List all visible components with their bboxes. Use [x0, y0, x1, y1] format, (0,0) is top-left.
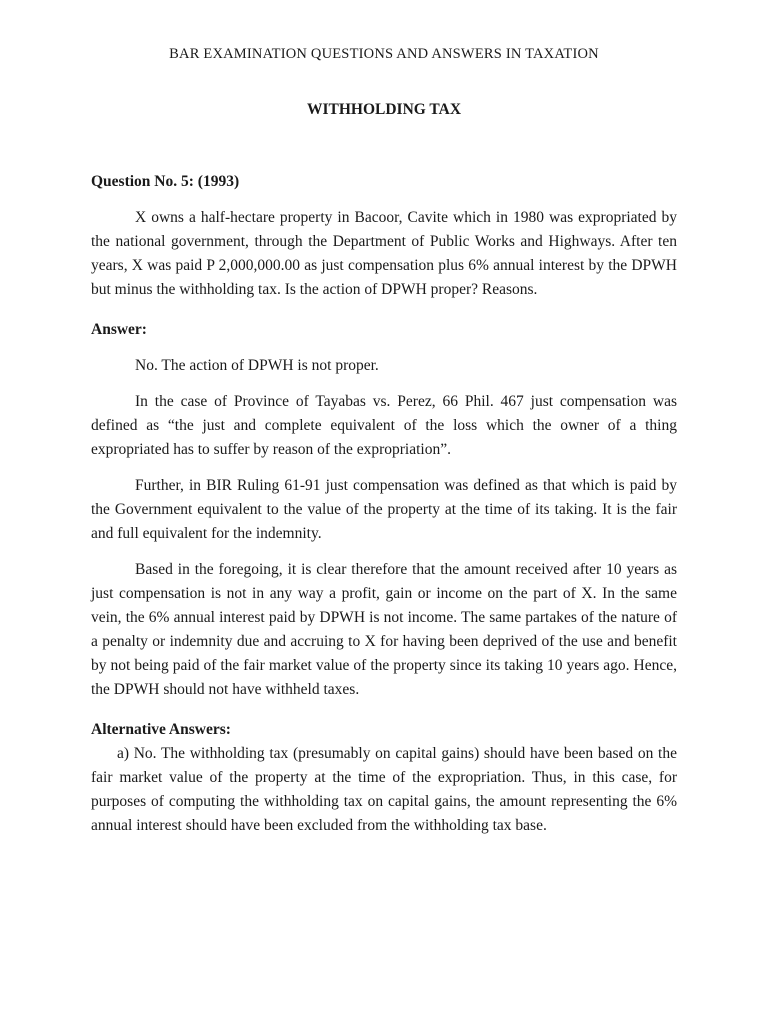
- answer-heading: Answer:: [91, 321, 147, 338]
- answer-paragraph-3: Further, in BIR Ruling 61-91 just compensation was defined as that which is paid by the Government equivalent to the value of the property at the time of its taking. It is the fair and full equivalent for the indemnity.: [91, 477, 677, 542]
- answer-paragraph-2: In the case of Province of Tayabas vs. Perez, 66 Phil. 467 just compensation was defined as “the just and complete equivalent of the loss which the owner of a thing expropriated has to suffer by reason of the expropriation”.: [91, 393, 677, 458]
- answer-paragraph-1: No. The action of DPWH is not proper.: [135, 357, 379, 374]
- document-header: BAR EXAMINATION QUESTIONS AND ANSWERS IN TAXATION: [169, 46, 599, 62]
- document-title: WITHHOLDING TAX: [306, 101, 462, 118]
- question-text: X owns a half-hectare property in Bacoor, Cavite which in 1980 was expropriated by the national government, through the Department of Public Works and Highways. After ten years, X was paid P 2,000,000.00 as just compensation plus 6% annual interest by the DPWH but minus the withholding tax. Is the action of DPWH proper? Reasons.: [91, 209, 677, 298]
- alternative-answer-a: a) No. The withholding tax (presumably on capital gains) should have been based on the fair market value of the property at the time of the expropriation. Thus, in this case, for purposes of computing the withholding tax on capital gains, the amount representing the 6% annual interest should have been excluded from the withholding tax base.: [91, 745, 677, 834]
- question-heading: Question No. 5: (1993): [91, 173, 240, 190]
- alternative-answers-heading: Alternative Answers:: [91, 721, 231, 738]
- answer-paragraph-4: Based in the foregoing, it is clear therefore that the amount received after 10 years as just compensation is not in any way a profit, gain or income on the part of X. In the same vein, the 6% annual interest paid by DPWH is not income. The same partakes of the nature of a penalty or indemnity due and accruing to X for having been deprived of the use and benefit by not being paid of the fair market value of the property since its taking 10 years ago. Hence, the DPWH should not have withheld taxes.: [91, 561, 677, 698]
